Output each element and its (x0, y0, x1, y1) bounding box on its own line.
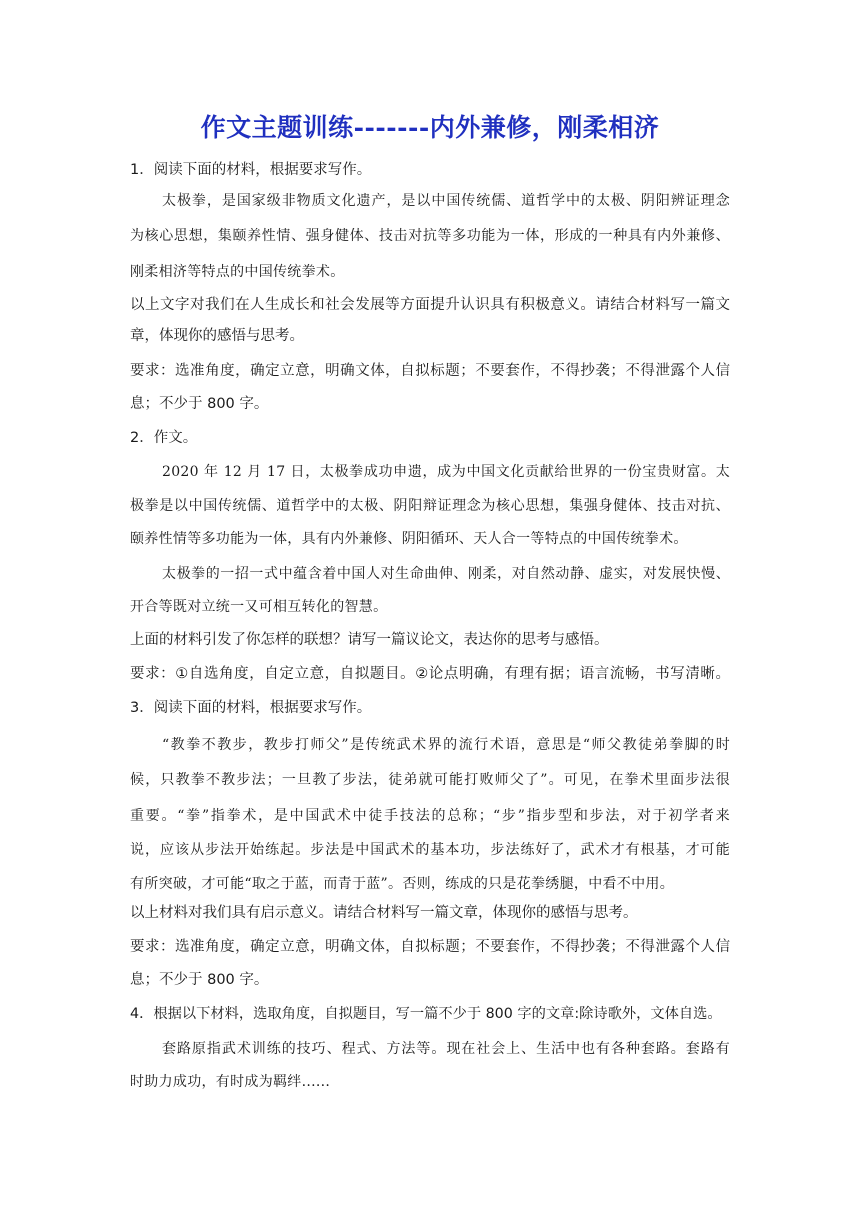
q2-requirements: 要求：①自选角度，自定立意，自拟题目。②论点明确，有理有据；语言流畅，书写清晰。 (130, 666, 730, 682)
q1-material-line: 刚柔相济等特点的中国传统拳术。 (130, 264, 345, 280)
q4-material-line: 套路原指武术训练的技巧、程式、方法等。现在社会上、生活中也有各种套路。套路有 (162, 1041, 730, 1057)
q3-prompt: 以上材料对我们具有启示意义。请结合材料写一篇文章，体现你的感悟与思考。 (130, 905, 638, 921)
q3-material-line: 重要。“拳”指拳术，是中国武术中徒手技法的总称；“步”指步型和步法，对于初学者来 (130, 808, 730, 824)
q1-requirements-line: 息；不少于 800 字。 (130, 396, 269, 412)
q3-material-line: 候，只教拳不教步法；一旦教了步法，徒弟就可能打败师父了”。可见，在拳术里面步法很 (130, 772, 730, 788)
q2-material-line: 极拳是以中国传统儒、道哲学中的太极、阴阳辩证理念为核心思想，集强身健体、技击对抗、 (130, 498, 730, 514)
q1-requirements-line: 要求：选准角度，确定立意，明确文体，自拟标题；不要套作，不得抄袭；不得泄露个人信 (130, 363, 730, 379)
q4-heading: 4．根据以下材料，选取角度，自拟题目，写一篇不少于 800 字的文章:除诗歌外，文体自选。 (130, 1006, 722, 1022)
q3-requirements-line: 要求：选准角度，确定立意，明确文体，自拟标题；不要套作，不得抄袭；不得泄露个人信 (130, 939, 730, 955)
q3-material-line: 有所突破，才可能“取之于蓝，而青于蓝”。否则，练成的只是花拳绣腿，中看不中用。 (130, 876, 675, 892)
q2-heading: 2．作文。 (130, 430, 198, 446)
q1-prompt-line: 以上文字对我们在人生成长和社会发展等方面提升认识具有积极意义。请结合材料写一篇文 (130, 297, 730, 313)
q1-prompt-line: 章，体现你的感悟与思考。 (130, 328, 304, 344)
q4-material-line: 时助力成功，有时成为羁绊...... (130, 1074, 331, 1090)
q1-material-line: 为核心思想，集颐养性情、强身健体、技击对抗等多功能为一体，形成的一种具有内外兼修、 (130, 228, 730, 244)
q2-prompt: 上面的材料引发了你怎样的联想？请写一篇议论文，表达你的思考与感悟。 (130, 632, 609, 648)
q2-material-line: 2020 年 12 月 17 日，太极拳成功申遗，成为中国文化贡献给世界的一份宝贵财富。太 (162, 464, 730, 480)
q1-material-line: 太极拳，是国家级非物质文化遗产，是以中国传统儒、道哲学中的太极、阴阳辨证理念 (162, 193, 730, 209)
q2-material-line: 开合等既对立统一又可相互转化的智慧。 (130, 599, 388, 615)
q3-heading: 3．阅读下面的材料，根据要求写作。 (130, 700, 372, 716)
q2-material-line: 太极拳的一招一式中蕴含着中国人对生命曲伸、刚柔，对自然动静、虚实，对发展快慢、 (162, 566, 730, 582)
q2-material-line: 颐养性情等多功能为一体，具有内外兼修、阴阳循环、天人合一等特点的中国传统拳术。 (130, 531, 688, 547)
q3-material-line: “教拳不教步，教步打师父”是传统武术界的流行术语，意思是“师父教徒弟拳脚的时 (162, 737, 730, 753)
document-title: 作文主题训练-------内外兼修，刚柔相济 (200, 113, 660, 142)
q3-material-line: 说，应该从步法开始练起。步法是中国武术的基本功，步法练好了，武术才有根基，才可能 (130, 842, 730, 858)
q3-requirements-line: 息；不少于 800 字。 (130, 972, 269, 988)
q1-heading: 1．阅读下面的材料，根据要求写作。 (130, 162, 372, 178)
